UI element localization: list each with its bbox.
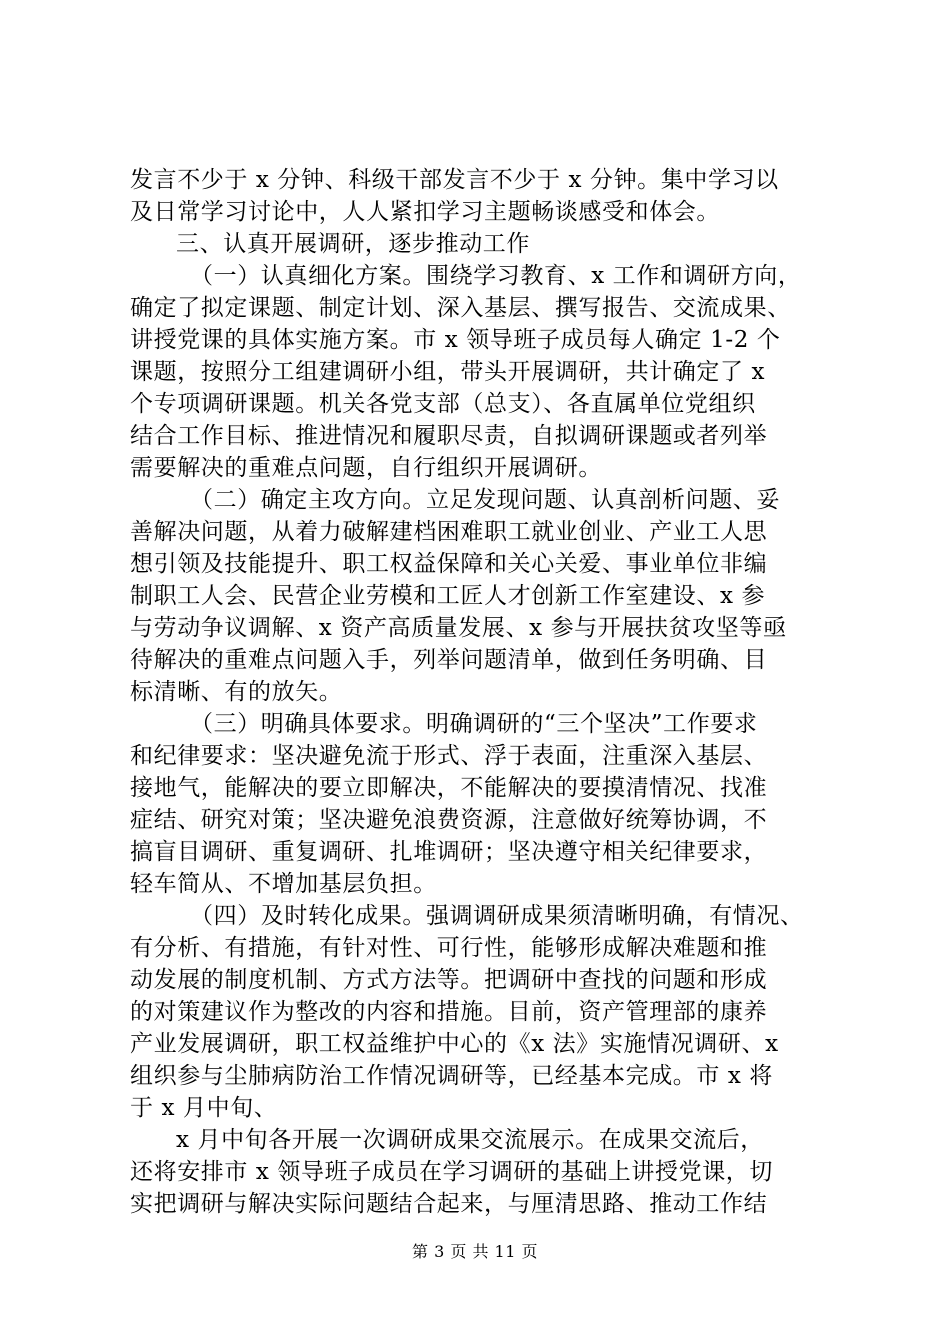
- text-line: 症结、研究对策；坚决避免浪费资源，注意做好统筹协调，不: [130, 807, 768, 833]
- text-line: 动发展的制度机制、方式方法等。把调研中查找的问题和形成: [130, 967, 768, 993]
- paragraph-heading-1: （一）认真细化方案。围绕学习教育、x 工作和调研方向，: [190, 263, 802, 289]
- text-line: 和纪律要求：坚决避免流于形式、浮于表面，注重深入基层、: [130, 743, 768, 769]
- paragraph-heading-2: （二）确定主攻方向。立足发现问题、认真剖析问题、妥: [190, 487, 780, 513]
- text-line: 讲授党课的具体实施方案。市 x 领导班子成员每人确定 1-2 个: [130, 327, 781, 353]
- page-footer: 第 3 页 共 11 页: [412, 1242, 538, 1261]
- text-line: 确定了拟定课题、制定计划、深入基层、撰写报告、交流成果、: [130, 295, 791, 321]
- text-line: 善解决问题，从着力破解建档困难职工就业创业、产业工人思: [130, 519, 768, 545]
- text-line: 课题，按照分工组建调研小组，带头开展调研，共计确定了 x: [130, 359, 766, 385]
- paragraph-heading-3: （三）明确具体要求。明确调研的“三个坚决”工作要求: [190, 711, 758, 737]
- text-line: 及日常学习讨论中，人人紧扣学习主题畅谈感受和体会。: [130, 199, 720, 225]
- text-line: 有分析、有措施，有针对性、可行性，能够形成解决难题和推: [130, 935, 768, 961]
- text-line: 结合工作目标、推进情况和履职尽责，自拟调研课题或者列举: [130, 423, 768, 449]
- text-line: 与劳动争议调解、x 资产高质量发展、x 参与开展扶贫攻坚等亟: [130, 615, 787, 641]
- text-line: 制职工人会、民营企业劳模和工匠人才创新工作室建设、x 参: [130, 583, 766, 609]
- text-line: 组织参与尘肺病防治工作情况调研等，已经基本完成。市 x 将: [130, 1063, 773, 1089]
- paragraph-heading-4: （四）及时转化成果。强调调研成果须清晰明确，有情况、: [190, 903, 804, 929]
- body-text: [130, 164, 830, 1220]
- text-line: 需要解决的重难点问题，自行组织开展调研。: [130, 455, 602, 481]
- text-line: 接地气，能解决的要立即解决，不能解决的要摸清情况、找准: [130, 775, 768, 801]
- text-line: 于 x 月中旬、: [130, 1095, 278, 1121]
- text-line: 个专项调研课题。机关各党支部（总支）、各直属单位党组织: [130, 391, 756, 417]
- text-line: 想引领及技能提升、职工权益保障和关心关爱、事业单位非编: [130, 551, 768, 577]
- text-line: 标清晰、有的放矢。: [130, 679, 343, 705]
- text-line: x 月中旬各开展一次调研成果交流展示。在成果交流后，: [176, 1127, 764, 1153]
- text-line: 的对策建议作为整改的内容和措施。目前，资产管理部的康养: [130, 999, 768, 1025]
- text-line: 实把调研与解决实际问题结合起来，与厘清思路、推动工作结: [130, 1191, 768, 1217]
- text-line: 产业发展调研，职工权益维护中心的《x 法》实施情况调研、x: [130, 1031, 779, 1057]
- text-line: 还将安排市 x 领导班子成员在学习调研的基础上讲授党课，切: [130, 1159, 773, 1185]
- text-line: 待解决的重难点问题入手，列举问题清单，做到任务明确、目: [130, 647, 768, 673]
- text-line: 搞盲目调研、重复调研、扎堆调研；坚决遵守相关纪律要求，: [130, 839, 768, 865]
- text-line: 发言不少于 x 分钟、科级干部发言不少于 x 分钟。集中学习以: [130, 167, 779, 193]
- section-heading: 三、认真开展调研，逐步推动工作: [176, 231, 530, 257]
- text-line: 轻车简从、不增加基层负担。: [130, 871, 437, 897]
